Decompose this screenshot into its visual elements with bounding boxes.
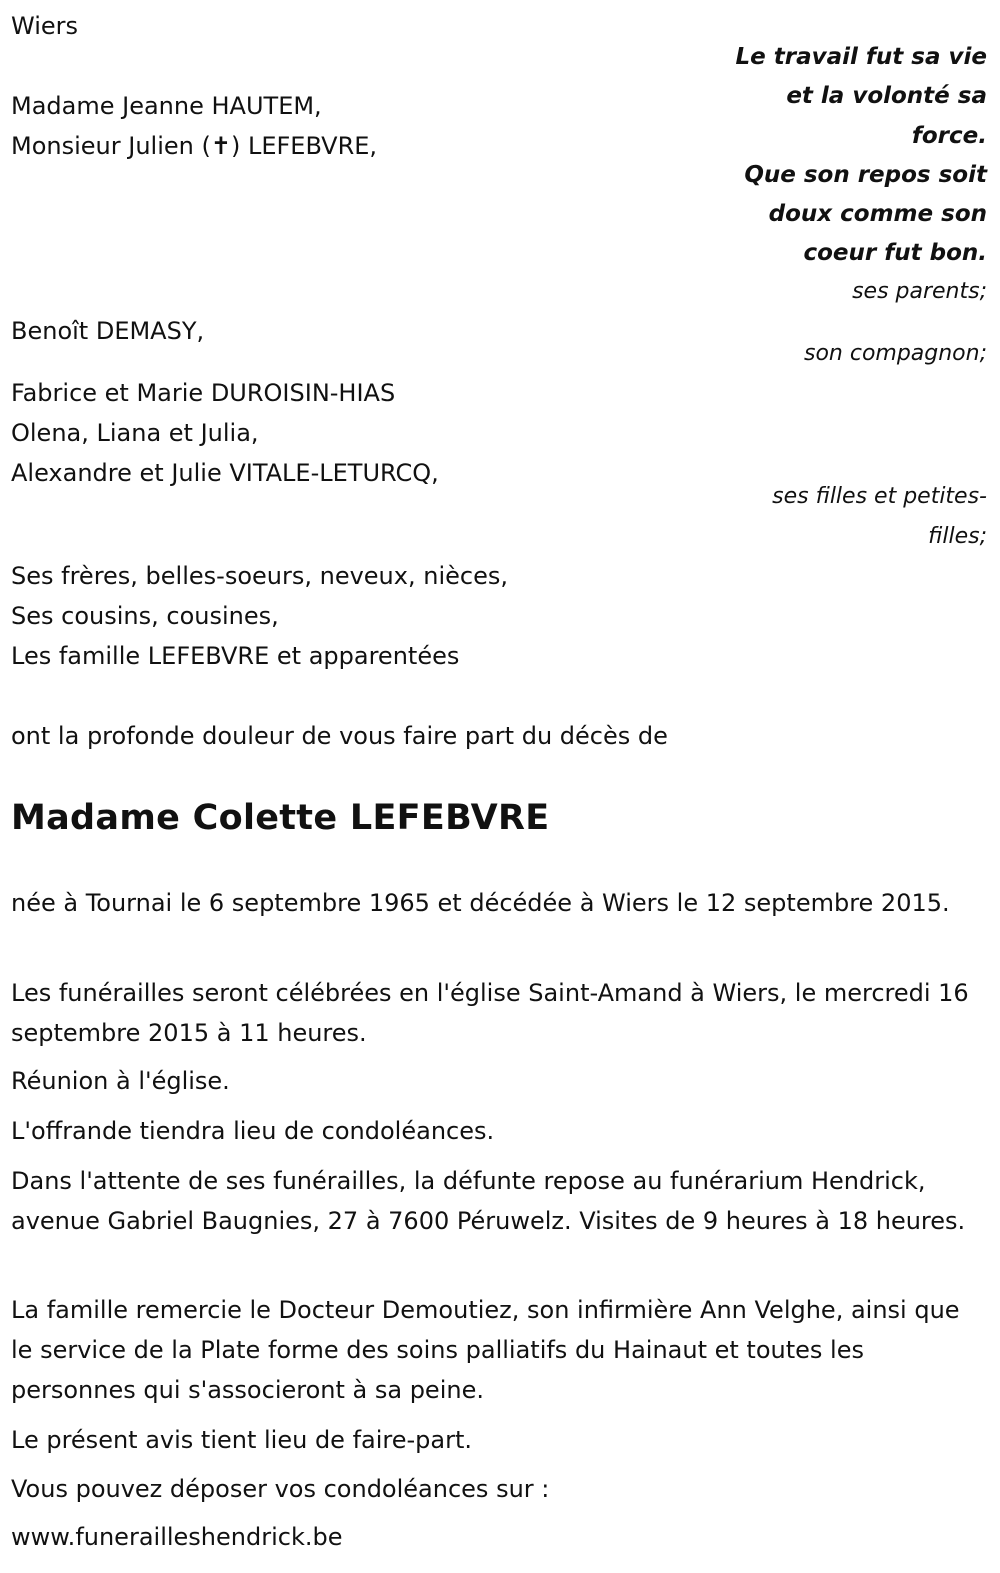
quote-line: force. [911, 122, 987, 149]
place-name: Wiers [11, 12, 79, 40]
family-line: Les famille LEFEBVRE et apparentées [11, 642, 460, 670]
relation-label-parents: ses parents; [852, 279, 987, 304]
quote-line: et la volonté sa [786, 83, 987, 110]
birth-death-paragraph: née à Tournai le 6 septembre 1965 et décédée à Wiers le 12 septembre 2015. [11, 889, 950, 917]
relation-label-daughters [772, 477, 987, 557]
gathering-paragraph: Réunion à l'église. [11, 1067, 230, 1095]
daughter-family-name: Alexandre et Julie VITALE-LETURCQ, [11, 459, 439, 487]
thanks-paragraph: La famille remercie le Docteur Demoutiez, son infirmière Ann Velghe, ainsi que le service de la Plate forme des soins palliatifs du Hainaut et toutes les personnes qui s'associeront à sa peine. [11, 1296, 960, 1404]
offering-paragraph: L'offrande tiendra lieu de condoléances. [11, 1117, 495, 1145]
daughter-family-name: Olena, Liana et Julia, [11, 419, 259, 447]
memorial-quote [736, 38, 987, 274]
condolences-paragraph: Vous pouvez déposer vos condoléances sur : [11, 1475, 550, 1503]
quote-line: coeur fut bon. [803, 240, 987, 267]
condolences-website-link[interactable]: www.funerailleshendrick.be [11, 1523, 343, 1551]
quote-line: doux comme son [768, 201, 987, 228]
funeral-service-paragraph: Les funérailles seront célébrées en l'église Saint-Amand à Wiers, le mercredi 16 septembre 2015 à 11 heures. [11, 979, 969, 1047]
notice-paragraph: Le présent avis tient lieu de faire-part. [11, 1426, 473, 1454]
quote-line: Le travail fut sa vie [735, 44, 987, 70]
funerarium-paragraph: Dans l'attente de ses funérailles, la défunte repose au funérarium Hendrick, avenue Gabriel Baugnies, 27 à 7600 Péruwelz. Visites de 9 heures à 18 heures. [11, 1167, 966, 1235]
deceased-name: Madame Colette LEFEBVRE [11, 798, 550, 838]
quote-line: Que son repos soit [744, 161, 987, 188]
relation-label-companion: son compagnon; [803, 341, 987, 366]
family-line: Ses frères, belles-soeurs, neveux, nièces, [11, 562, 508, 590]
family-line: Ses cousins, cousines, [11, 602, 279, 630]
daughter-family-name: Fabrice et Marie DUROISIN-HIAS [11, 379, 396, 407]
relation-line: ses filles et petites- [772, 484, 987, 509]
parent-name: Monsieur Julien (✝) LEFEBVRE, [11, 132, 378, 160]
announcement-text: ont la profonde douleur de vous faire part du décès de [11, 722, 668, 750]
parent-name: Madame Jeanne HAUTEM, [11, 92, 322, 120]
relation-line: filles; [928, 524, 987, 549]
companion-name: Benoît DEMASY, [11, 317, 205, 345]
